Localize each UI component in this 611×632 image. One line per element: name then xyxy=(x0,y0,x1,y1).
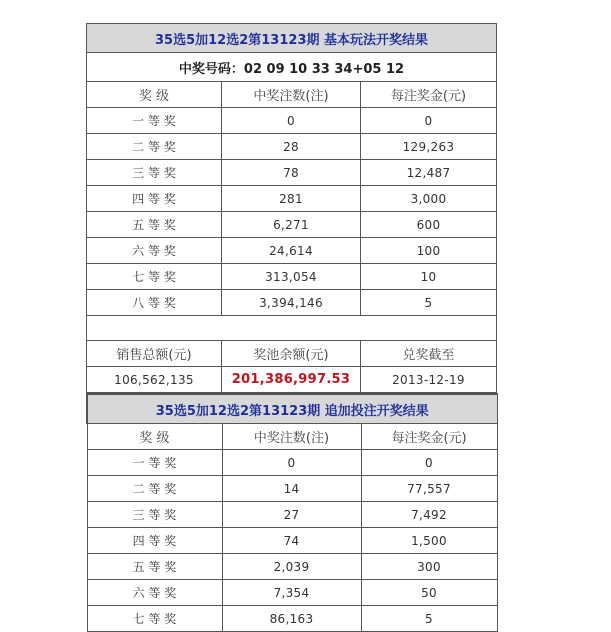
winner-count: 78 xyxy=(222,160,361,186)
extra-title-row xyxy=(87,394,497,424)
prize-amount: 0 xyxy=(361,108,497,134)
header-count: 中奖注数(注) xyxy=(222,424,361,450)
table-row xyxy=(87,108,497,134)
basic-results-table xyxy=(86,23,497,393)
claim-deadline: 2013-12-19 xyxy=(361,367,497,393)
summary-header-row xyxy=(87,341,497,367)
prize-level: 六 等 奖 xyxy=(87,238,222,264)
prize-level: 四 等 奖 xyxy=(87,186,222,212)
table-row xyxy=(87,160,497,186)
page-edge xyxy=(600,0,611,631)
winner-count: 28 xyxy=(222,134,361,160)
prize-amount: 7,492 xyxy=(361,502,497,528)
table-row xyxy=(87,212,497,238)
blank-spacer xyxy=(87,316,497,341)
prize-level: 三 等 奖 xyxy=(87,160,222,186)
basic-title-row xyxy=(87,24,497,53)
winner-count: 6,271 xyxy=(222,212,361,238)
prize-amount: 1,500 xyxy=(361,528,497,554)
winner-count: 7,354 xyxy=(222,580,361,606)
prize-amount: 10 xyxy=(361,264,497,290)
pool-balance: 201,386,997.53 xyxy=(222,367,361,393)
winner-count: 281 xyxy=(222,186,361,212)
table-row xyxy=(87,502,497,528)
header-prize: 每注奖金(元) xyxy=(361,82,497,108)
table-row xyxy=(87,476,497,502)
prize-amount: 0 xyxy=(361,450,497,476)
winner-count: 2,039 xyxy=(222,554,361,580)
prize-amount: 100 xyxy=(361,238,497,264)
prize-amount: 50 xyxy=(361,580,497,606)
sales-total: 106,562,135 xyxy=(87,367,222,393)
prize-amount: 300 xyxy=(361,554,497,580)
prize-amount: 600 xyxy=(361,212,497,238)
prize-level: 八 等 奖 xyxy=(87,290,222,316)
table-row xyxy=(87,264,497,290)
prize-level: 三 等 奖 xyxy=(87,502,222,528)
prize-level: 五 等 奖 xyxy=(87,554,222,580)
winner-count: 0 xyxy=(222,450,361,476)
prize-level: 一 等 奖 xyxy=(87,108,222,134)
winner-count: 74 xyxy=(222,528,361,554)
table-row xyxy=(87,186,497,212)
header-level: 奖 级 xyxy=(87,424,222,450)
header-sales-total: 销售总额(元) xyxy=(87,341,222,367)
winner-count: 86,163 xyxy=(222,606,361,632)
results-container xyxy=(86,23,496,632)
winner-count: 3,394,146 xyxy=(222,290,361,316)
table-row xyxy=(87,606,497,632)
winning-numbers: 中奖号码：02 09 10 33 34+05 12 xyxy=(87,53,497,82)
winner-count: 313,054 xyxy=(222,264,361,290)
prize-amount: 5 xyxy=(361,290,497,316)
extra-title: 35选5加12选2第13123期 追加投注开奖结果 xyxy=(87,394,497,424)
winning-numbers-row xyxy=(87,53,497,82)
prize-level: 七 等 奖 xyxy=(87,264,222,290)
winner-count: 0 xyxy=(222,108,361,134)
extra-header-row xyxy=(87,424,497,450)
prize-level: 四 等 奖 xyxy=(87,528,222,554)
table-row xyxy=(87,134,497,160)
header-pool-balance: 奖池余额(元) xyxy=(222,341,361,367)
basic-header-row xyxy=(87,82,497,108)
winner-count: 24,614 xyxy=(222,238,361,264)
prize-amount: 5 xyxy=(361,606,497,632)
prize-level: 七 等 奖 xyxy=(87,606,222,632)
table-row xyxy=(87,528,497,554)
prize-amount: 77,557 xyxy=(361,476,497,502)
winner-count: 27 xyxy=(222,502,361,528)
prize-level: 五 等 奖 xyxy=(87,212,222,238)
prize-amount: 12,487 xyxy=(361,160,497,186)
prize-amount: 129,263 xyxy=(361,134,497,160)
prize-level: 二 等 奖 xyxy=(87,476,222,502)
table-row xyxy=(87,580,497,606)
table-row xyxy=(87,290,497,316)
table-row xyxy=(87,450,497,476)
basic-title: 35选5加12选2第13123期 基本玩法开奖结果 xyxy=(87,24,497,53)
summary-values-row xyxy=(87,367,497,393)
prize-level: 二 等 奖 xyxy=(87,134,222,160)
table-row xyxy=(87,554,497,580)
header-level: 奖 级 xyxy=(87,82,222,108)
winner-count: 14 xyxy=(222,476,361,502)
prize-level: 六 等 奖 xyxy=(87,580,222,606)
blank-row xyxy=(87,316,497,341)
header-count: 中奖注数(注) xyxy=(222,82,361,108)
table-row xyxy=(87,238,497,264)
prize-amount: 3,000 xyxy=(361,186,497,212)
extra-results-table xyxy=(86,393,498,632)
prize-level: 一 等 奖 xyxy=(87,450,222,476)
header-deadline: 兑奖截至 xyxy=(361,341,497,367)
header-prize: 每注奖金(元) xyxy=(361,424,497,450)
